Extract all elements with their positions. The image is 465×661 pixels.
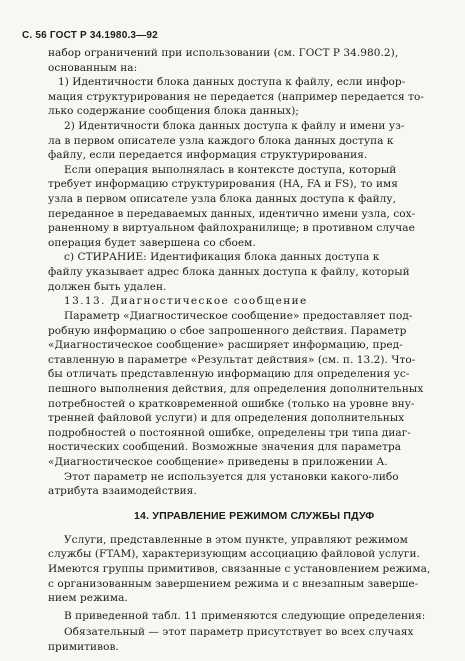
text-line: потребностей о кратковременной ошибке (только на уровне вну- — [48, 397, 415, 410]
text-line: атрибута взаимодействия. — [48, 485, 197, 498]
text-line: 1) Идентичности блока данных доступа к файлу, если инфор- — [58, 76, 406, 89]
text-line: Если операция выполнялась в контексте доступа, который — [64, 163, 397, 176]
text-line: основанным на: — [48, 61, 138, 74]
text-line: с) СТИРАНИЕ: Идентификация блока данных доступа к — [64, 251, 380, 264]
text-line: пешного выполнения действия, для определения дополнительных — [48, 382, 424, 395]
page-header: С. 56 ГОСТ Р 34.1980.3—92 — [22, 30, 158, 41]
text-line: Обязательный — этот параметр присутствует во всех случаях — [64, 626, 414, 639]
text-line: должен быть удален. — [48, 280, 167, 293]
text-line: операция будет завершена со сбоем. — [48, 236, 256, 249]
text-line: подробностей о постоянной ошибке, определены три типа диаг- — [48, 426, 411, 439]
text-line: переданное в передаваемых данных, идентично имени узла, сох- — [48, 207, 416, 220]
text-line: набор ограничений при использовании (см. ГОСТ Р 34.980.2), — [48, 47, 399, 59]
text-line: раненному в виртуальном файлохранилище; в противном случае — [48, 222, 415, 235]
text-line: «Диагностическое сообщение» расширяет информацию, пред- — [48, 339, 403, 352]
text-line: узла в первом описателе узла блока данных доступа к файлу, — [48, 193, 397, 206]
text-line: файлу указывает адрес блока данных доступа к файлу, который — [48, 266, 410, 279]
text-line: требует информацию структурирования (НА, FA и FS), то имя — [48, 178, 398, 191]
text-line: робную информацию о сбое запрошенного действия. Параметр — [48, 324, 407, 337]
text-line: Этот параметр не используется для установки какого-либо — [64, 470, 399, 483]
text-line: «Диагностическое сообщение» приведены в приложении А. — [48, 455, 388, 468]
text-line: Параметр «Диагностическое сообщение» предоставляет под- — [64, 309, 413, 322]
text-line: лько содержание сообщения блока данных); — [48, 105, 299, 118]
text-line: Имеются группы примитивов, связанные с установлением режима, — [48, 563, 431, 576]
text-line: примитивов. — [48, 641, 119, 653]
section-heading: 14. УПРАВЛЕНИЕ РЕЖИМОМ СЛУЖБЫ ПДУФ — [134, 509, 375, 522]
text-line: нием режима. — [48, 592, 128, 605]
text-line: ностических сообщений. Возможные значения для параметра — [48, 441, 402, 454]
text-line: тренней файловой услуги) и для определения дополнительных — [48, 412, 405, 425]
text-line: с организованным завершением режима и с внезапным заверше- — [48, 577, 419, 590]
text-line: 2) Идентичности блока данных доступа к файлу и имени уз- — [64, 120, 405, 133]
subsection-title: 13.13. Диагностическое сообщение — [64, 295, 308, 308]
text-line: бы отличать представленную информацию для определения ус- — [48, 368, 410, 381]
text-line: службы (FTAM), характеризующим ассоциацию файловой услуги. — [48, 548, 420, 561]
text-line: В приведенной табл. 11 применяются следующие определения: — [64, 609, 426, 622]
text-line: Услуги, представленные в этом пункте, управляют режимом — [64, 533, 408, 546]
text-line: ла в первом описателе узла каждого блока данных доступа к — [48, 134, 394, 147]
text-line: ставленную в параметре «Результат действия» (см. п. 13.2). Что- — [48, 353, 416, 366]
text-line: мация структурирования не передается (например передается то- — [48, 90, 424, 103]
text-line: файлу, если передается информация структурирования. — [48, 149, 368, 162]
